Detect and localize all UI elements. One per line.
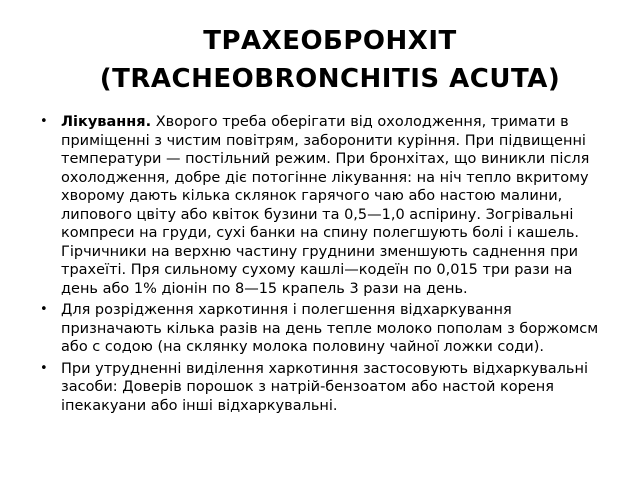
bullet-list [40,113,606,418]
bullet-icon: • [40,360,48,376]
title-line-1: ТРАХЕОБРОНХІТ [203,26,457,56]
bullet-icon: • [40,114,48,129]
bullet-icon: • [40,302,48,317]
title-line-2: (TRACHEOBRONCHITIS ACUTA) [99,64,561,94]
bullet-text: Хворого треба оберігати від охолодження, тримати в приміщенні з чистим повітрям, заборонити куріння. При підвищенні температури — постільний режим. При бронхітах, що виникли після охолодження, добре діє потогінне лікування: на ніч тепло вкритому хворому дають кілька склянок гарячого чаю або настою малини, липового цвіту або квіток бузини та 0,5—1,0 аспірину. Зогрівальні компреси на груди, сухі банки на спину полегшують болі і кашель. Гірчичники на верхню частину груднини зменшують саднення при трахеїті. Пря сильному сухому кашлі—кодеїн по 0,015 три рази на день або 1% діонін по 8—15 крапель 3 рази на день. [61,114,590,297]
bullet-item-sputum-liquefaction [40,301,606,357]
slide-title [40,22,620,98]
bullet-item-treatment [40,113,606,298]
bullet-text: Для розрідження харкотиння і полегшення відхаркування призначають кілька разів на день тепле молоко пополам з боржомсм або с содою (на склянку молока половину чайної ложки соди). [61,302,599,355]
bullet-item-expectorants [40,360,606,416]
bullet-lead: Лікування. [61,114,152,130]
bullet-text: При утрудненні виділення харкотиння застосовують відхаркувальні засоби: Доверів порошок з натрій-бензоатом або настой кореня іпекакуани або інші відхаркувальні. [61,360,588,414]
